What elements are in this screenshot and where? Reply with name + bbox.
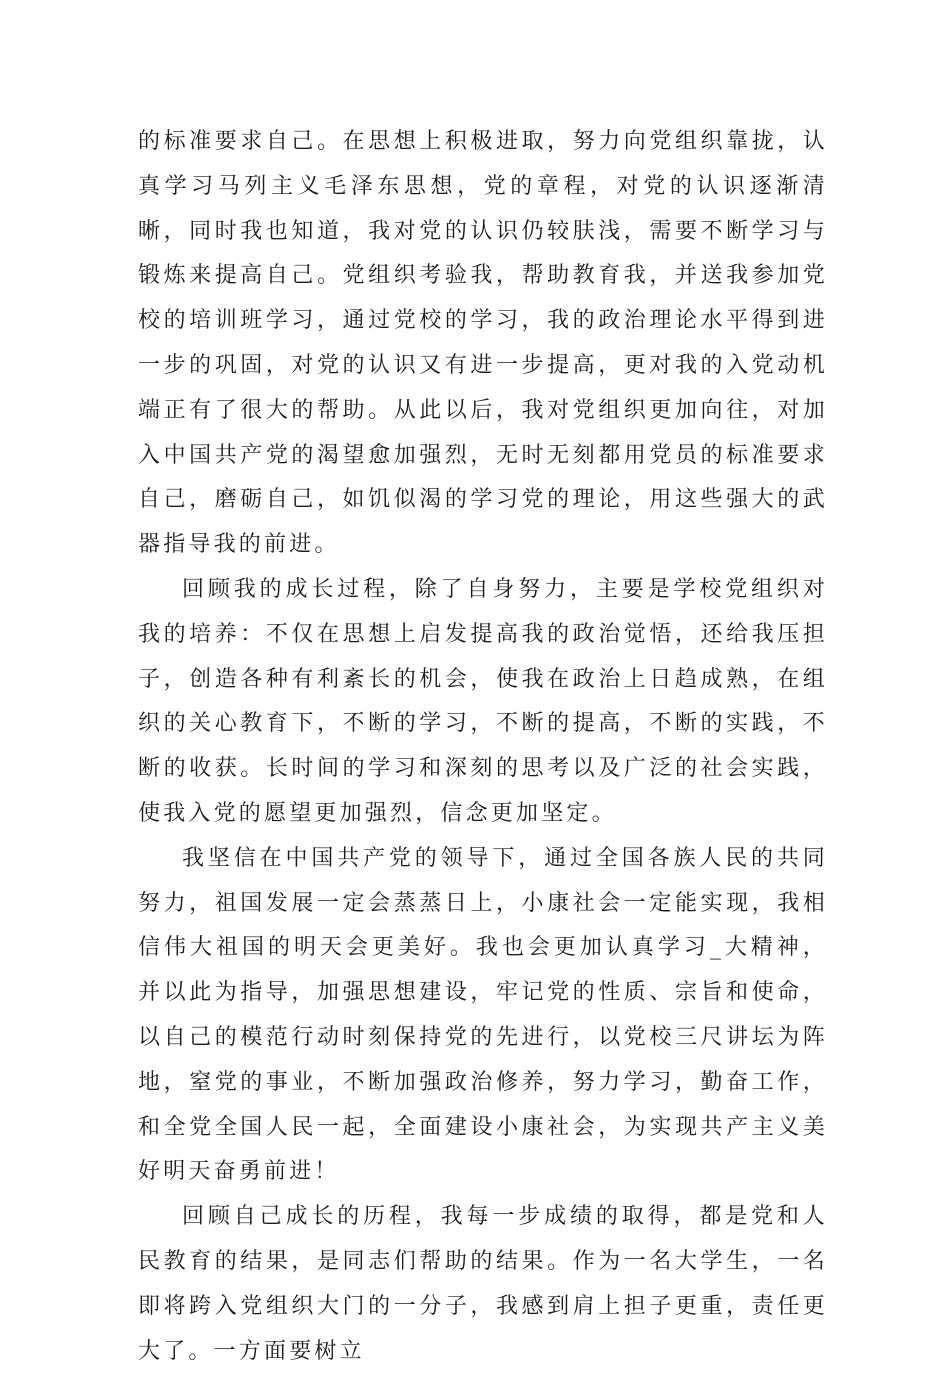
document-body [138,120,828,1374]
paragraph-2: 回顾我的成长过程，除了自身努力，主要是学校党组织对我的培养：不仅在思想上启发提高我的政治觉悟，还给我压担子，创造各种有利紊长的机会，使我在政治上日趋成熟，在组织的关心教育下，不断的学习，不断的提高，不断的实践，不断的收获。长时间的学习和深刻的思考以及广泛的社会实践，使我入党的愿望更加强烈，信念更加坚定。 [138,576,828,826]
paragraph-4: 回顾自己成长的历程，我每一步成绩的取得，都是党和人民教育的结果，是同志们帮助的结果。作为一名大学生，一名即将跨入党组织大门的一分子，我感到肩上担子更重，责任更大了。一方面要树立 [138,1204,828,1364]
paragraph-3: 我坚信在中国共产党的领导下，通过全国各族人民的共同努力，祖国发展一定会蒸蒸日上，小康社会一定能实现，我相信伟大祖国的明天会更美好。我也会更加认真学习_大精神，并以此为指导，加强思想建设，牢记党的性质、宗旨和使命，以自己的模范行动时刻保持党的先进行，以党校三尺讲坛为阵地，窒党的事业，不断加强政治修养，努力学习，勤奋工作，和全党全国人民一起，全面建设小康社会，为实现共产主义美好明天奋勇前进！ [138,845,828,1185]
paragraph-1: 的标准要求自己。在思想上积极进取，努力向党组织靠拢，认真学习马列主义毛泽东思想，党的章程，对党的认识逐渐清晰，同时我也知道，我对党的认识仍较肤浅，需要不断学习与锻炼来提高自己。党组织考验我，帮助教育我，并送我参加党校的培训班学习，通过党校的学习，我的政治理论水平得到进一步的巩固，对党的认识又有进一步提高，更对我的入党动机端正有了很大的帮助。从此以后，我对党组织更加向往，对加入中国共产党的渴望愈加强烈，无时无刻都用党员的标准要求自己，磨砺自己，如饥似渴的学习党的理论，用这些强大的武器指导我的前进。 [138,129,828,558]
